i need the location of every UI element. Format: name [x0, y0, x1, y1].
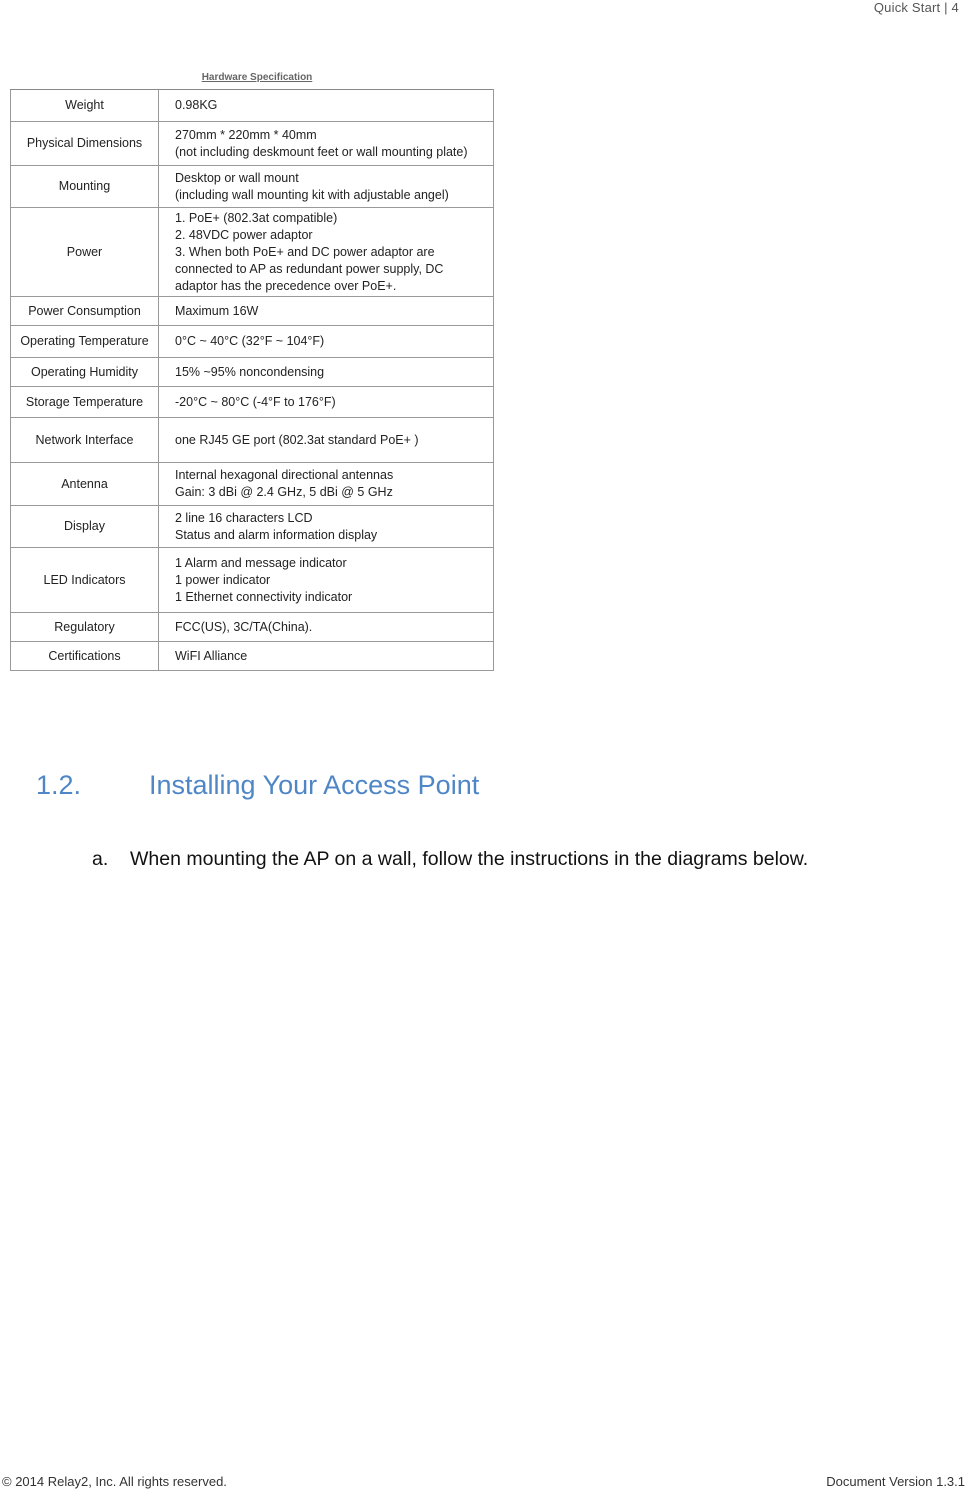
- spec-label: Regulatory: [11, 613, 159, 642]
- spec-label: Power Consumption: [11, 297, 159, 326]
- spec-value-line: connected to AP as redundant power supply, DC: [175, 261, 444, 276]
- spec-value: [159, 418, 494, 463]
- spec-label: Weight: [11, 90, 159, 122]
- table-row: [11, 208, 494, 297]
- spec-value-line: 0.98KG: [175, 98, 218, 112]
- spec-value-line: one RJ45 GE port (802.3at standard PoE+ ): [175, 432, 419, 447]
- spec-value-line: 0°C ~ 40°C (32°F ~ 104°F): [175, 334, 325, 348]
- table-row: [11, 387, 494, 418]
- spec-value-line: (not including deskmount feet or wall mounting plate): [175, 144, 468, 159]
- section-number: 1.2.: [36, 770, 82, 800]
- spec-value: [159, 506, 494, 548]
- spec-label: Operating Humidity: [11, 358, 159, 387]
- spec-value-line: 1 Alarm and message indicator: [175, 555, 347, 570]
- table-row: [11, 642, 494, 671]
- table-row: [11, 166, 494, 208]
- table-row: [11, 613, 494, 642]
- table-row: [11, 418, 494, 463]
- spec-value: [159, 326, 494, 358]
- table-row: [11, 358, 494, 387]
- table-row: [11, 297, 494, 326]
- spec-value-line: 1 power indicator: [175, 572, 271, 587]
- spec-value: [159, 358, 494, 387]
- spec-value-line: Desktop or wall mount: [175, 170, 299, 185]
- spec-label: Storage Temperature: [11, 387, 159, 418]
- spec-label: Physical Dimensions: [11, 122, 159, 166]
- table-row: [11, 326, 494, 358]
- spec-value: [159, 208, 494, 297]
- section-heading: [36, 770, 479, 801]
- spec-label: LED Indicators: [11, 548, 159, 613]
- spec-value-line: Gain: 3 dBi @ 2.4 GHz, 5 dBi @ 5 GHz: [175, 485, 393, 499]
- spec-value: [159, 642, 494, 671]
- footer-copyright: © 2014 Relay2, Inc. All rights reserved.: [2, 1474, 227, 1489]
- spec-value-line: 3. When both PoE+ and DC power adaptor are: [175, 244, 435, 259]
- spec-value-line: (including wall mounting kit with adjustable angel): [175, 187, 449, 202]
- spec-value-line: FCC(US), 3C/TA(China).: [175, 619, 313, 634]
- spec-value-line: 270mm * 220mm * 40mm: [175, 127, 317, 142]
- running-header: Quick Start | 4: [873, 0, 959, 15]
- spec-label: Power: [11, 208, 159, 297]
- table-row: [11, 90, 494, 122]
- spec-value-line: Status and alarm information display: [175, 527, 378, 542]
- spec-label: Antenna: [11, 463, 159, 506]
- spec-value-line: 2 line 16 characters LCD: [175, 510, 313, 525]
- spec-value-line: 1 Ethernet connectivity indicator: [175, 589, 353, 604]
- spec-value-line: 2. 48VDC power adaptor: [175, 227, 313, 242]
- spec-label: Network Interface: [11, 418, 159, 463]
- spec-value-line: Maximum 16W: [175, 303, 259, 318]
- table-row: [11, 506, 494, 548]
- spec-value-line: adaptor has the precedence over PoE+.: [175, 278, 397, 293]
- spec-label: Certifications: [11, 642, 159, 671]
- spec-value: [159, 166, 494, 208]
- spec-table-caption: Hardware Specification: [201, 72, 313, 83]
- spec-value: [159, 387, 494, 418]
- instruction-item: [92, 848, 808, 871]
- spec-value: [159, 463, 494, 506]
- table-row: [11, 548, 494, 613]
- spec-value-line: 15% ~95% noncondensing: [175, 364, 325, 379]
- spec-value: [159, 548, 494, 613]
- spec-value: [159, 122, 494, 166]
- instruction-text: When mounting the AP on a wall, follow the instructions in the diagrams below.: [130, 848, 809, 870]
- spec-label: Mounting: [11, 166, 159, 208]
- table-row: [11, 463, 494, 506]
- hardware-spec-figure: [10, 72, 494, 671]
- spec-value: [159, 297, 494, 326]
- footer-version: Document Version 1.3.1: [826, 1474, 965, 1489]
- spec-value: [159, 613, 494, 642]
- spec-label: Display: [11, 506, 159, 548]
- section-title: Installing Your Access Point: [149, 770, 480, 800]
- spec-label: Operating Temperature: [11, 326, 159, 358]
- spec-value-line: Internal hexagonal directional antennas: [175, 468, 394, 482]
- spec-value-line: WiFI Alliance: [175, 648, 248, 663]
- list-marker: a.: [92, 848, 109, 870]
- spec-value-line: -20°C ~ 80°C (-4°F to 176°F): [175, 394, 336, 409]
- hardware-spec-table: [10, 89, 494, 671]
- table-row: [11, 122, 494, 166]
- spec-value: [159, 90, 494, 122]
- spec-value-line: 1. PoE+ (802.3at compatible): [175, 210, 338, 225]
